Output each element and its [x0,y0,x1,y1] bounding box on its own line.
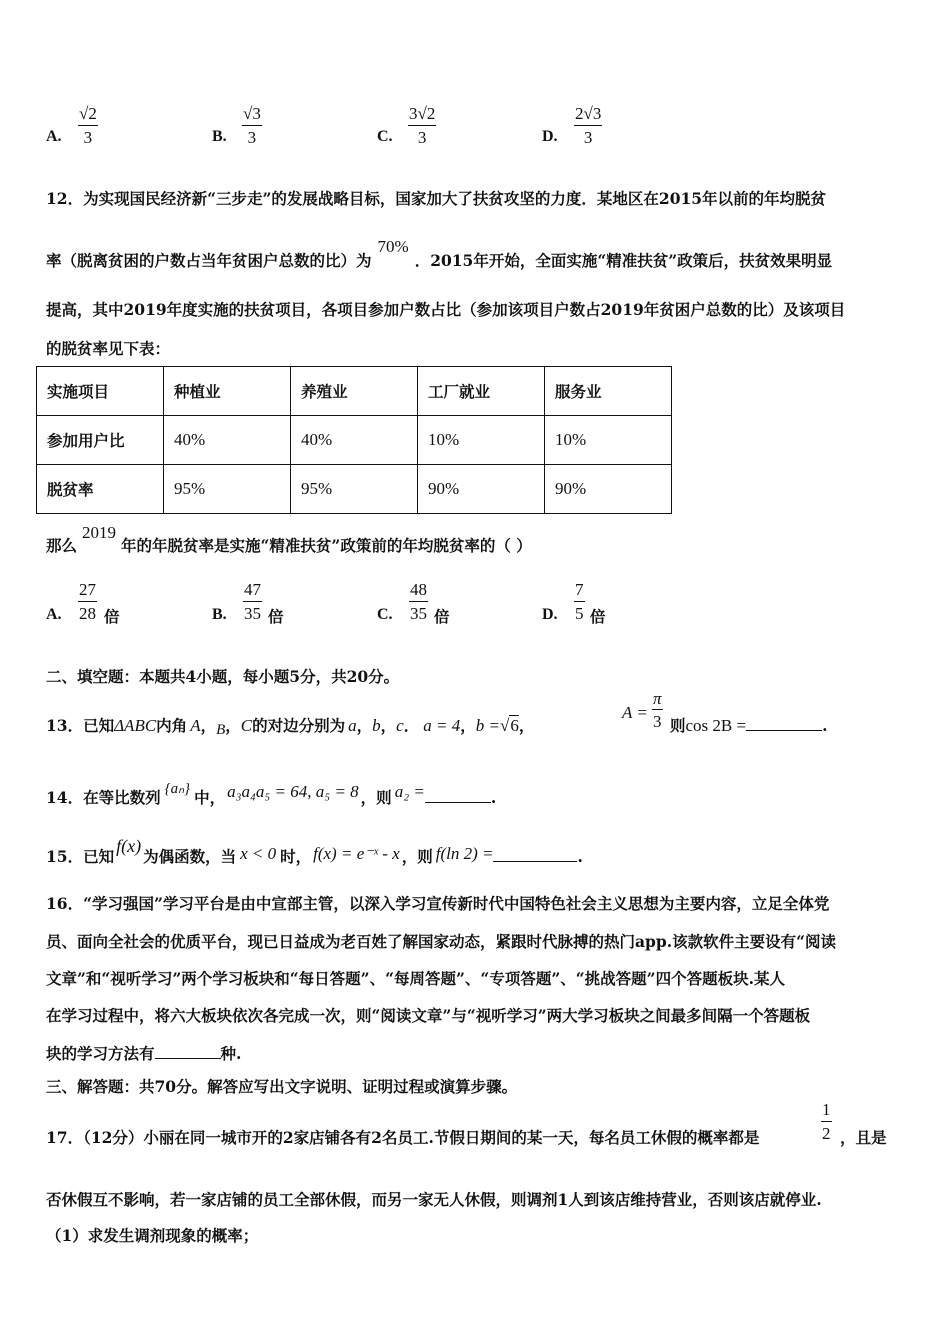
q15-t3: ，则 [401,847,433,866]
table-cell: 40% [164,416,291,465]
q13-angle-b: B [216,722,226,738]
q11-option-b-num: √3 [242,104,262,126]
q14-condition: a₃a₄a₅ = 64, a₅ = 8 [227,782,359,801]
table-cell: 40% [291,416,418,465]
q12-option-c-fraction [409,580,428,624]
q12-year: 2019 [82,523,117,542]
q16-line: 在学习过程中，将六大板块依次各完成一次，则“阅读文章”与“视听学习”两大学习板块之间最多间隔一个答题板 [46,1006,811,1025]
question-14 [46,781,497,808]
q14-answer-blank[interactable] [425,788,491,803]
q12-question-a: 那么 [46,536,78,555]
table-header-row [37,367,672,416]
q15-condition: x < 0 [240,844,277,863]
q11-option-b-fraction [242,104,262,148]
question-13: 13．已知ΔABC内角 A，B，C的对边分别为 a，b，c． a = 4，b =√6， [46,716,535,738]
q14-end: . [490,788,497,807]
q12-option-c-label: C. [377,606,393,623]
q13-b-radicand: 6 [510,716,519,735]
q13-comma: ， [518,716,535,735]
q12-option-a-label: A. [46,606,62,623]
q12-option-a-unit: 倍 [104,607,120,626]
q12-option-d-unit: 倍 [590,607,606,626]
q16-answer-blank[interactable] [155,1044,221,1059]
table-cell: 95% [164,465,291,514]
q14-t2: ，则 [360,788,392,807]
q13-comma: ， [460,716,476,735]
q16-line: 文章”和“视听学习”两个学习板块和“每日答题”、“每周答题”、“专项答题”、“挑战答题”四个答题板块.某人 [46,969,785,988]
q12-line2-b: ．2015年开始，全面实施“精准扶贫”政策后，扶贫效果明显 [414,251,833,270]
q12-table [36,366,672,514]
q11-option-c-num: 3√2 [408,104,436,126]
section-3-heading: 三、解答题：共70分。解答应写出文字说明、证明过程或演算步骤。 [46,1077,518,1096]
q12-option-c-den: 35 [410,604,427,623]
q13-comma: ， [356,716,373,735]
q12-option-d-fraction [574,580,585,624]
q15-answer-blank[interactable] [493,847,577,862]
q11-option-a-num: √2 [78,104,98,126]
table-header-cell: 实施项目 [37,367,164,416]
q13-side-b: b [372,716,381,735]
q11-option-a-label: A. [46,128,62,145]
q12-option-c-unit: 倍 [434,607,450,626]
q12-option-d-num: 7 [574,580,585,602]
q15-end: . [577,847,583,866]
q12-question [46,523,532,556]
table-header-cell: 工厂就业 [418,367,545,416]
q13-angle-den: 3 [653,712,662,731]
q13-prefix: 13．已知 [46,716,115,735]
q11-option-b-den: 3 [247,128,257,147]
q13-comma: ， [200,716,217,735]
q15-function: f(x) [116,836,142,856]
q15-t2: 时， [280,847,312,866]
table-header-cell: 种植业 [164,367,291,416]
q13-angle-a: A [190,716,201,735]
q12-line1: 12．为实现国民经济新“三步走”的发展战略目标，国家加大了扶贫攻坚的力度．某地区在2015年以前的年均脱贫 [46,189,827,208]
q13-comma: ， [380,716,397,735]
q14-t1: 中， [194,788,226,807]
q11-option-d-label: D. [542,128,558,145]
q13-answer-blank[interactable] [746,716,822,731]
q12-option-b-num: 47 [243,580,262,602]
q14-sequence: {aₙ} [164,781,191,797]
table-cell: 脱贫率 [37,465,164,514]
q12-option-a-den: 28 [79,604,96,623]
q15-t1: 为偶函数，当 [143,847,237,866]
q17-sub1: （1）求发生调剂现象的概率； [46,1226,259,1245]
q11-option-c-den: 3 [417,128,427,147]
table-row [37,416,672,465]
q11-option-d-fraction [574,104,602,148]
q13-angle-fraction [652,690,663,732]
q12-question-b: 年的年脱贫率是实施“精准扶贫”政策前的年均脱贫率的（ ） [121,536,532,555]
q12-option-b-unit: 倍 [268,607,284,626]
q13-side-c: c [396,716,404,735]
table-cell: 90% [418,465,545,514]
q13-t1: 内角 [156,716,188,735]
q12-rate: 70% [377,237,409,256]
q13-end: . [822,716,828,735]
question-15 [46,836,583,867]
q14-target: a₂ = [394,782,425,801]
q11-option-b-label: B. [212,128,227,145]
q13-period: ． [403,716,420,735]
q15-definition: f(x) = e⁻ˣ - x [313,844,400,863]
q12-option-b-den: 35 [244,604,261,623]
table-cell: 参加用户比 [37,416,164,465]
table-cell: 95% [291,465,418,514]
q12-option-a-num: 27 [78,580,97,602]
q13-angle-num: π [653,689,662,708]
q17-frac-num: 1 [821,1100,832,1122]
q11-option-a-den: 3 [83,128,93,147]
q11-option-d-num: 2√3 [574,104,602,126]
q16-line: 员、面向全社会的优质平台，现已日益成为老百姓了解国家动态，紧跟时代脉搏的热门app.该款软件主要设有“阅读 [46,932,837,951]
q17-frac-den: 2 [822,1124,831,1143]
q16-line: 16．“学习强国”学习平台是由中宣部主管，以深入学习宣传新时代中国特色社会主义思想为主要内容，立足全体党 [46,894,830,913]
q13-b-eq: b = [475,716,500,735]
q17-line1-a: 17．（12分）小丽在同一城市开的2家店铺各有2名员工.节假日期间的某一天，每名员工休假的概率都是 [46,1128,760,1147]
q12-line4: 的脱贫率见下表： [46,339,171,358]
table-row [37,465,672,514]
q17-line2: 否休假互不影响，若一家店铺的员工全部休假，而另一家无人休假，则调剂1人到该店维持营业，否则该店就停业. [46,1190,822,1209]
q13-t2: 的对边分别为 [252,716,346,735]
q12-option-d-den: 5 [575,604,584,623]
q17-line1 [46,1126,759,1148]
q13-tail [670,714,828,736]
q12-option-d-label: D. [542,606,558,623]
section-2-heading: 二、填空题：本题共4小题，每小题5分，共20分。 [46,667,400,686]
q12-line2-a: 率（脱离贫困的户数占当年贫困户总数的比）为 [46,251,372,270]
q13-angle-eq: A = [622,703,648,722]
q17-probability-fraction [821,1100,832,1144]
q13-expr: cos 2B = [685,716,747,735]
q11-option-d-den: 3 [583,128,593,147]
table-cell: 90% [545,465,672,514]
q13-angle-c: C [240,716,253,735]
q16-last-b: 种. [220,1044,242,1063]
q12-line2 [46,237,833,271]
q13-comma: ， [225,716,241,735]
q14-prefix: 14．在等比数列 [46,788,161,807]
q12-option-b-label: B. [212,606,227,623]
q15-prefix: 15．已知 [46,847,115,866]
q16-last-line [46,1042,241,1064]
q12-option-c-num: 48 [409,580,428,602]
q15-target: f(ln 2) = [435,844,494,863]
q13-a-eq: a = 4 [423,716,461,735]
q12-option-b-fraction [243,580,262,624]
table-header-cell: 养殖业 [291,367,418,416]
q12-line3: 提高，其中2019年度实施的扶贫项目，各项目参加户数占比（参加该项目户数占2019年贫困户总数的比）及该项目 [46,300,846,319]
table-header-cell: 服务业 [545,367,672,416]
q12-option-a-fraction [78,580,97,624]
q16-last-a: 块的学习方法有 [46,1044,155,1063]
q11-option-c-label: C. [377,128,393,145]
q17-line1-b: ，且是 [840,1128,887,1147]
q13-side-a: a [348,716,357,735]
q13-triangle: ΔABC [114,716,157,735]
q11-option-a-fraction [78,104,98,148]
q13-t3: 则 [670,716,686,735]
table-cell: 10% [418,416,545,465]
table-cell: 10% [545,416,672,465]
q11-option-c-fraction [408,104,436,148]
